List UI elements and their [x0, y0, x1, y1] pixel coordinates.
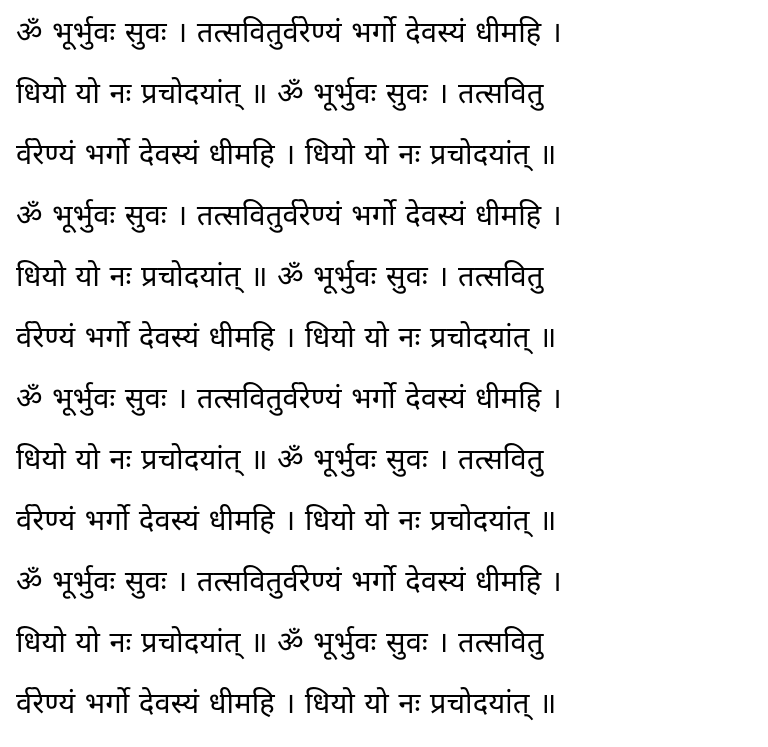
text-line: र्वरेण्यं भर्गो देवस्यं धीमहि । धियो यो नः प्रचोदयांत् ॥: [16, 503, 557, 537]
text-line: धियो यो नः प्रचोदयांत् ॥ ॐ भूर्भुवः सुवः । तत्सवितु: [16, 442, 544, 476]
text-line: धियो यो नः प्रचोदयांत् ॥ ॐ भूर्भुवः सुवः । तत्सवितु: [16, 625, 544, 659]
text-line: धियो यो नः प्रचोदयांत् ॥ ॐ भूर्भुवः सुवः । तत्सवितु: [16, 76, 544, 110]
text-line: र्वरेण्यं भर्गो देवस्यं धीमहि । धियो यो नः प्रचोदयांत् ॥: [16, 137, 557, 171]
text-line: र्वरेण्यं भर्गो देवस्यं धीमहि । धियो यो नः प्रचोदयांत् ॥: [16, 686, 557, 720]
text-line: र्वरेण्यं भर्गो देवस्यं धीमहि । धियो यो नः प्रचोदयांत् ॥: [16, 320, 557, 354]
text-line: ॐ भूर्भुवः सुवः । तत्सवितुर्वरेण्यं भर्गो देवस्यं धीमहि ।: [16, 381, 562, 415]
text-line: ॐ भूर्भुवः सुवः । तत्सवितुर्वरेण्यं भर्गो देवस्यं धीमहि ।: [16, 15, 562, 49]
text-line: धियो यो नः प्रचोदयांत् ॥ ॐ भूर्भुवः सुवः । तत्सवितु: [16, 259, 544, 293]
text-line: ॐ भूर्भुवः सुवः । तत्सवितुर्वरेण्यं भर्गो देवस्यं धीमहि ।: [16, 198, 562, 232]
text-line: ॐ भूर्भुवः सुवः । तत्सवितुर्वरेण्यं भर्गो देवस्यं धीमहि ।: [16, 564, 562, 598]
